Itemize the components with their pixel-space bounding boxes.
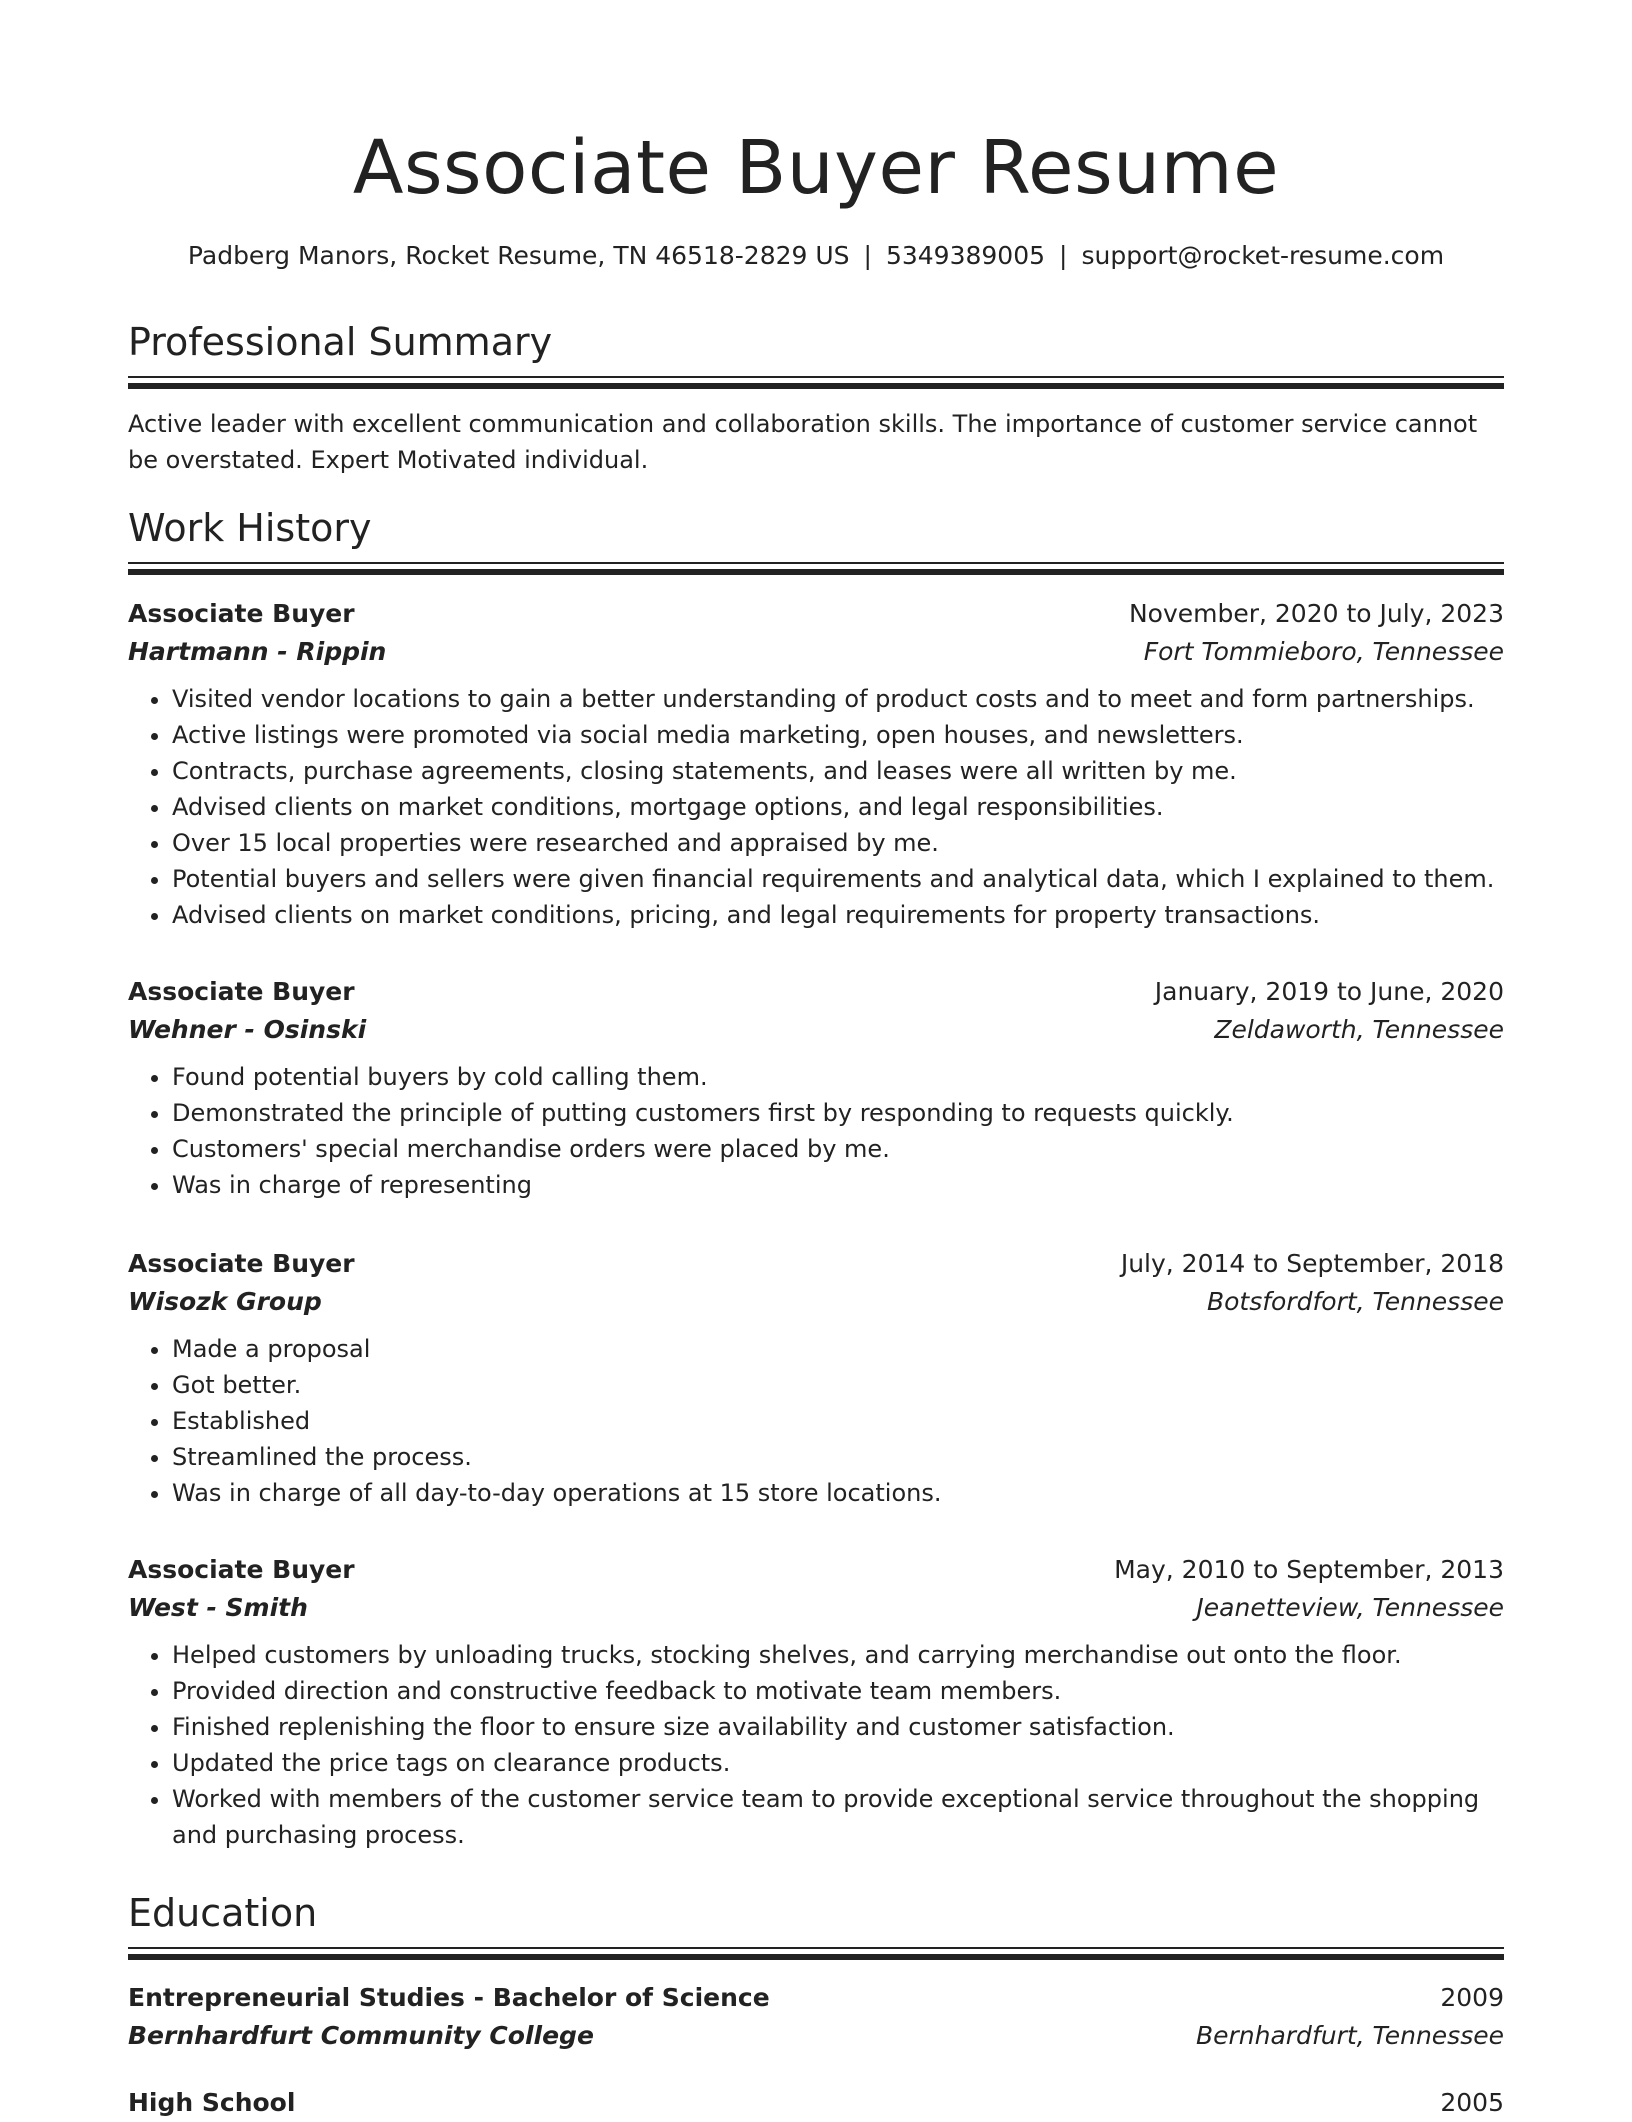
section-title-work: Work History <box>128 506 372 550</box>
job-bullet: • Was in charge of representing <box>172 1167 1504 1203</box>
education-header-row <box>128 1979 1504 2017</box>
job-entry <box>128 595 1504 933</box>
job-bullet: • Active listings were promoted via social media marketing, open houses, and newsletters. <box>172 717 1504 753</box>
job-bullet: • Demonstrated the principle of putting customers first by responding to requests quickly. <box>172 1095 1504 1131</box>
section-divider-thick <box>128 383 1504 389</box>
section-education-header <box>128 1889 1504 1960</box>
section-summary-header <box>128 318 1504 389</box>
education-entry <box>128 2084 1504 2122</box>
job-bullet: • Over 15 local properties were researched and appraised by me. <box>172 825 1504 861</box>
job-bullet: • Updated the price tags on clearance products. <box>172 1745 1504 1781</box>
section-title-summary: Professional Summary <box>128 320 553 364</box>
job-company: Wisozk Group <box>128 1287 322 1316</box>
job-bullet-list <box>128 1331 1504 1511</box>
job-entry <box>128 1551 1504 1853</box>
job-company: Wehner - Osinski <box>128 1015 367 1044</box>
job-bullet: • Provided direction and constructive feedback to motivate team members. <box>172 1673 1504 1709</box>
contact-separator: | <box>863 241 872 270</box>
job-title: Associate Buyer <box>128 599 355 628</box>
job-dates: January, 2019 to June, 2020 <box>1154 977 1504 1006</box>
job-bullet: • Potential buyers and sellers were given financial requirements and analytical data, which I explained to them. <box>172 861 1504 897</box>
job-subheader-row <box>128 1011 1504 1049</box>
section-title-education: Education <box>128 1891 318 1935</box>
job-bullet: • Customers' special merchandise orders were placed by me. <box>172 1131 1504 1167</box>
job-header-row <box>128 595 1504 633</box>
job-bullet: • Advised clients on market conditions, pricing, and legal requirements for property transactions. <box>172 897 1504 933</box>
job-bullet: • Finished replenishing the floor to ensure size availability and customer satisfaction. <box>172 1709 1504 1745</box>
job-header-row <box>128 1245 1504 1283</box>
job-dates: July, 2014 to September, 2018 <box>1120 1249 1504 1278</box>
contact-address: Padberg Manors, Rocket Resume, TN 46518-2829 US <box>187 241 850 270</box>
job-bullet: • Was in charge of all day-to-day operations at 15 store locations. <box>172 1475 1504 1511</box>
job-location: Fort Tommieboro, Tennessee <box>1143 637 1504 666</box>
job-bullet: • Contracts, purchase agreements, closing statements, and leases were all written by me. <box>172 753 1504 789</box>
education-entry <box>128 1979 1504 2055</box>
education-year: 2005 <box>1440 2088 1504 2117</box>
job-subheader-row <box>128 1589 1504 1627</box>
job-company: West - Smith <box>128 1593 308 1622</box>
job-company: Hartmann - Rippin <box>128 637 387 666</box>
contact-email: support@rocket-resume.com <box>1081 241 1445 270</box>
section-divider-thin <box>128 562 1504 564</box>
job-bullet: • Found potential buyers by cold calling them. <box>172 1059 1504 1095</box>
education-year: 2009 <box>1440 1983 1504 2012</box>
contact-line <box>128 238 1504 274</box>
job-dates: May, 2010 to September, 2013 <box>1114 1555 1504 1584</box>
job-location: Botsfordfort, Tennessee <box>1206 1287 1504 1316</box>
section-divider-thin <box>128 376 1504 378</box>
section-divider-thin <box>128 1947 1504 1949</box>
job-subheader-row <box>128 633 1504 671</box>
education-degree: High School <box>128 2088 296 2117</box>
education-subheader-row <box>128 2017 1504 2055</box>
summary-text: Active leader with excellent communication and collaboration skills. The importance of customer service cannot be overstated. Expert Motivated individual. <box>128 410 1478 474</box>
job-subheader-row <box>128 1283 1504 1321</box>
job-dates: November, 2020 to July, 2023 <box>1128 599 1504 628</box>
education-header-row <box>128 2084 1504 2122</box>
job-bullet: • Visited vendor locations to gain a better understanding of product costs and to meet and form partnerships. <box>172 681 1504 717</box>
job-bullet-list <box>128 1637 1504 1853</box>
job-bullet: • Advised clients on market conditions, mortgage options, and legal responsibilities. <box>172 789 1504 825</box>
job-header-row <box>128 1551 1504 1589</box>
job-title: Associate Buyer <box>128 977 355 1006</box>
page-title: Associate Buyer Resume <box>352 125 1280 211</box>
section-divider-thick <box>128 569 1504 575</box>
job-title: Associate Buyer <box>128 1249 355 1278</box>
contact-phone: 5349389005 <box>885 241 1046 270</box>
job-entry <box>128 973 1504 1203</box>
education-location: Bernhardfurt, Tennessee <box>1195 2021 1504 2050</box>
job-bullet: • Helped customers by unloading trucks, stocking shelves, and carrying merchandise out onto the floor. <box>172 1637 1504 1673</box>
contact-separator: | <box>1059 241 1068 270</box>
education-school: Bernhardfurt Community College <box>128 2021 594 2050</box>
job-bullet-list <box>128 1059 1504 1203</box>
job-bullet: • Got better. <box>172 1367 1504 1403</box>
education-degree: Entrepreneurial Studies - Bachelor of Science <box>128 1983 770 2012</box>
section-divider-thick <box>128 1954 1504 1960</box>
job-bullet: • Streamlined the process. <box>172 1439 1504 1475</box>
job-bullet-list <box>128 681 1504 933</box>
section-work-header <box>128 504 1504 575</box>
job-header-row <box>128 973 1504 1011</box>
job-title: Associate Buyer <box>128 1555 355 1584</box>
job-location: Jeanetteview, Tennessee <box>1196 1593 1504 1622</box>
job-bullet: • Established <box>172 1403 1504 1439</box>
job-location: Zeldaworth, Tennessee <box>1214 1015 1504 1044</box>
job-bullet: • Made a proposal <box>172 1331 1504 1367</box>
job-entry <box>128 1245 1504 1511</box>
job-bullet: • Worked with members of the customer service team to provide exceptional service throughout the shopping and purchasing process. <box>172 1781 1504 1853</box>
